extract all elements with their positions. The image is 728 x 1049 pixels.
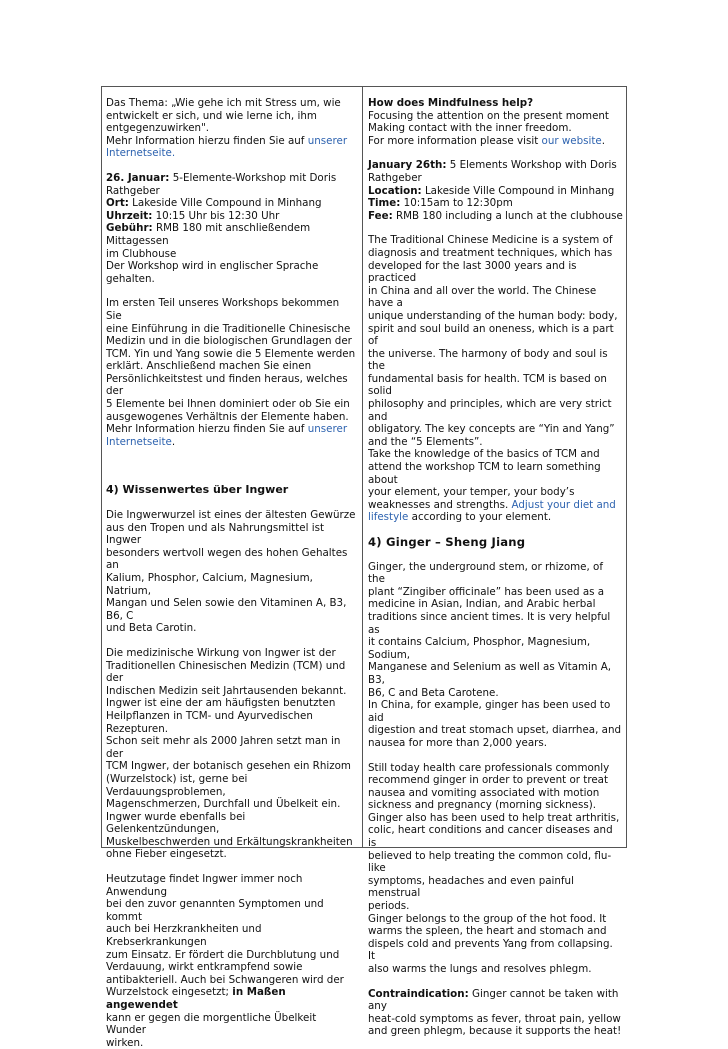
paragraph-line: nausea and vomiting associated with motion xyxy=(368,786,600,799)
tcm-line: attend the workshop TCM to learn something about xyxy=(368,461,601,486)
workshop-line: Im ersten Teil unseres Workshops bekommen Sie xyxy=(106,297,340,322)
paragraph-line: Indischen Medizin seit Jahrtausenden bekannt. xyxy=(106,684,347,697)
workshop-line: erklärt. Anschließend machen Sie einen xyxy=(106,360,312,373)
workshop-line: Persönlichkeitstest und finden heraus, welches der xyxy=(106,372,348,398)
paragraph-line: believed to help treating the common cold, flu-like xyxy=(368,849,612,875)
paragraph-line: colic, heart conditions and cancer diseases and is xyxy=(368,824,613,850)
paragraph-line: sickness and pregnancy (morning sickness). xyxy=(368,799,597,812)
paragraph-line: aus den Tropen und als Nahrungsmittel ist Ingwer xyxy=(106,521,324,547)
intro-line: entwickelt er sich, und wie lerne ich, ihm xyxy=(106,109,317,122)
mindfulness-heading: How does Mindfulness help? xyxy=(368,97,534,109)
website-link[interactable]: unserer xyxy=(307,134,348,147)
event-time: Time: 10:15am to 12:30pm xyxy=(368,197,513,210)
tcm-line: The Traditional Chinese Medicine is a system of xyxy=(368,234,613,247)
paragraph-line: also warms the lungs and resolves phlegm. xyxy=(368,963,592,975)
event-date-cont: Rathgeber xyxy=(368,171,422,184)
paragraph-line: Rezepturen. xyxy=(106,722,169,735)
more-info-line: Mehr Information hierzu finden Sie auf unserer xyxy=(106,423,348,436)
intro-line: entgegenzuwirken". xyxy=(106,122,210,135)
paragraph-line: digestion and treat stomach upset, diarrhea, and xyxy=(368,724,622,737)
diet-link[interactable]: Adjust your diet and xyxy=(511,498,616,511)
paragraph-line: B6, C and Beta Carotene. xyxy=(368,686,499,699)
emphasis-text: in Maßen angewendet xyxy=(106,986,286,1011)
contraindication-label: Contraindication: xyxy=(368,987,469,1000)
paragraph-line: kann er gegen die morgentliche Übelkeit Wunder xyxy=(106,1011,317,1037)
paragraph-line: bei den zuvor genannten Symptomen und kommt xyxy=(106,898,324,923)
tcm-line: fundamental basis for health. TCM is based on solid xyxy=(368,372,607,398)
intro-line: Das Thema: „Wie gehe ich mit Stress um, wie xyxy=(106,97,341,109)
location-label: Location: xyxy=(368,184,422,197)
tcm-line: developed for the last 3000 years and is practiced xyxy=(368,259,577,285)
paragraph-line: Schon seit mehr als 2000 Jahren setzt man in der xyxy=(106,735,341,760)
section-heading: 4) Ginger – Sheng Jiang xyxy=(368,535,526,549)
paragraph-line: nausea for more than 2,000 years. xyxy=(368,736,548,749)
paragraph-line: Manganese and Selenium as well as Vitamin A, B3, xyxy=(368,661,612,686)
website-link[interactable]: unserer xyxy=(307,423,348,436)
right-column xyxy=(368,97,623,1038)
paragraph-line: Die Ingwerwurzel ist eines der ältesten Gewürze xyxy=(106,509,356,522)
more-info-line: Internetseite. xyxy=(106,435,176,448)
paragraph-line: Verdauung, wirkt entkrampfend sowie xyxy=(106,961,303,974)
contraindication-line: Contraindication: Ginger cannot be taken with any xyxy=(368,987,619,1013)
paragraph-line: Ginger also has been used to help treat arthritis, xyxy=(368,811,620,824)
paragraph-line: Heutzutage findet Ingwer immer noch Anwendung xyxy=(106,873,303,898)
workshop-line: 5 Elemente bei Ihnen dominiert oder ob Sie ein xyxy=(106,398,350,411)
event-fee: Fee: RMB 180 including a lunch at the clubhouse xyxy=(368,209,623,222)
paragraph-line: symptoms, headaches and even painful menstrual xyxy=(368,874,574,900)
paragraph-line: Traditionellen Chinesischen Medizin (TCM) und der xyxy=(106,659,346,685)
tcm-line: obligatory. The key concepts are “Yin and Yang” xyxy=(368,423,615,436)
paragraph-line: wirken. xyxy=(106,1036,144,1049)
paragraph-line: it contains Calcium, Phosphor, Magnesium, Sodium, xyxy=(368,636,591,661)
paragraph-line: Magenschmerzen, Durchfall und Übelkeit ein. xyxy=(106,798,341,811)
paragraph-line: Mangan und Selen sowie den Vitaminen A, B3, B6, C xyxy=(106,597,347,622)
fee-label: Gebühr: xyxy=(106,222,153,235)
event-fee: Gebühr: RMB 180 mit anschließendem Mittagessen xyxy=(106,222,311,247)
tcm-line: in China and all over the world. The Chinese have a xyxy=(368,284,597,310)
event-date-cont: Rathgeber xyxy=(106,184,160,197)
paragraph-line: und Beta Carotin. xyxy=(106,622,197,635)
paragraph-line: auch bei Herzkrankheiten und Krebserkrankungen xyxy=(106,923,262,949)
website-link[interactable]: our website xyxy=(541,134,602,147)
paragraph-line: In China, for example, ginger has been used to aid xyxy=(368,699,611,724)
workshop-line: eine Einführung in die Traditionelle Chinesische xyxy=(106,322,351,335)
contraindication-line: heat-cold symptoms as fever, throat pain, yellow xyxy=(368,1012,621,1025)
fee-label: Fee: xyxy=(368,209,393,222)
paragraph-line: plant “Zingiber officinale” has been used as a xyxy=(368,585,605,598)
paragraph-line: Heilpflanzen in TCM- und Ayurvedischen xyxy=(106,709,313,722)
tcm-line: Take the knowledge of the basics of TCM and xyxy=(368,448,600,461)
paragraph-line: Ginger belongs to the group of the hot food. It xyxy=(368,912,607,925)
paragraph-line: medicine in Asian, Indian, and Arabic herbal xyxy=(368,598,596,611)
more-info-line xyxy=(106,147,358,160)
paragraph-line: Still today health care professionals commonly xyxy=(368,761,610,774)
tcm-line: philosophy and principles, which are very strict and xyxy=(368,398,612,423)
paragraph-line: dispels cold and prevents Yang from collapsing. It xyxy=(368,937,613,963)
tcm-line: the universe. The harmony of body and soul is the xyxy=(368,347,608,373)
event-date: 26. Januar: 5-Elemente-Workshop mit Doris xyxy=(106,171,337,184)
event-fee-cont: im Clubhouse xyxy=(106,247,177,260)
paragraph-line: antibakteriell. Auch bei Schwangeren wird der xyxy=(106,973,344,986)
paragraph-line: Muskelbeschwerden und Erkältungskrankheiten xyxy=(106,835,353,848)
paragraph-line: Ingwer wurde ebenfalls bei Gelenkentzündungen, xyxy=(106,810,246,836)
workshop-line: ausgewogenes Verhältnis der Elemente haben. xyxy=(106,410,349,423)
date-label: 26. Januar: xyxy=(106,171,170,184)
tcm-line: lifestyle according to your element. xyxy=(368,511,552,524)
tcm-line: unique understanding of the human body: body, xyxy=(368,309,618,322)
mindfulness-line: Making contact with the inner freedom. xyxy=(368,122,572,135)
workshop-line: Medizin und in die biologischen Grundlagen der xyxy=(106,335,352,348)
paragraph-line: zum Einsatz. Er fördert die Durchblutung und xyxy=(106,948,340,961)
event-location: Ort: Lakeside Ville Compound in Minhang xyxy=(106,197,322,210)
paragraph-line: traditions since ancient times. It is very helpful as xyxy=(368,610,611,636)
event-date: January 26th: 5 Elements Workshop with Doris xyxy=(368,159,617,172)
paragraph-line: Die medizinische Wirkung von Ingwer ist der xyxy=(106,646,336,659)
event-location: Location: Lakeside Ville Compound in Minhang xyxy=(368,184,615,197)
tcm-line: weaknesses and strengths. Adjust your diet and xyxy=(368,498,616,511)
tcm-line: your element, your temper, your body’s xyxy=(368,486,575,499)
paragraph-line: Ginger, the underground stem, or rhizome, of the xyxy=(368,560,603,586)
website-link[interactable]: Internetseite. xyxy=(106,147,176,160)
event-language: Der Workshop wird in englischer Sprache gehalten. xyxy=(106,260,319,285)
time-label: Uhrzeit: xyxy=(106,209,153,222)
paragraph-line: periods. xyxy=(368,900,410,913)
tcm-line: diagnosis and treatment techniques, which has xyxy=(368,246,613,259)
date-label: January 26th: xyxy=(368,159,447,172)
more-info-line: For more information please visit our website. xyxy=(368,134,606,147)
left-column xyxy=(106,97,358,1049)
paragraph-line: Kalium, Phosphor, Calcium, Magnesium, Natrium, xyxy=(106,572,313,597)
tcm-line: spirit and soul build an oneness, which is a part of xyxy=(368,322,614,348)
column-divider xyxy=(362,86,363,848)
more-info-text: Mehr Information hierzu finden Sie auf xyxy=(106,134,308,147)
contraindication-line: and green phlegm, because it supports the heat! xyxy=(368,1025,622,1038)
diet-link[interactable]: lifestyle xyxy=(368,511,409,524)
paragraph-line: ohne Fieber eingesetzt. xyxy=(106,848,227,861)
paragraph-line: (Wurzelstock) ist, gerne bei Verdauungsproblemen, xyxy=(106,772,248,798)
workshop-line: TCM. Yin und Yang sowie die 5 Elemente werden xyxy=(106,347,356,360)
mindfulness-line: Focusing the attention on the present moment xyxy=(368,109,609,122)
paragraph-line: Ingwer ist eine der am häufigsten benutzten xyxy=(106,697,336,710)
event-time: Uhrzeit: 10:15 Uhr bis 12:30 Uhr xyxy=(106,209,280,222)
more-info-line xyxy=(106,135,358,148)
paragraph-line: warms the spleen, the heart and stomach and xyxy=(368,925,607,938)
time-label: Time: xyxy=(368,197,401,210)
paragraph-line: TCM Ingwer, der botanisch gesehen ein Rhizom xyxy=(106,760,351,773)
tcm-line: and the “5 Elements”. xyxy=(368,435,483,448)
location-label: Ort: xyxy=(106,197,129,210)
section-heading: 4) Wissenwertes über Ingwer xyxy=(106,483,289,497)
website-link[interactable]: Internetseite xyxy=(106,435,172,448)
paragraph-line: recommend ginger in order to prevent or treat xyxy=(368,774,609,787)
paragraph-line: besonders wertvoll wegen des hohen Gehaltes an xyxy=(106,546,348,572)
paragraph-line: Wurzelstock eingesetzt; in Maßen angewendet xyxy=(106,986,286,1011)
